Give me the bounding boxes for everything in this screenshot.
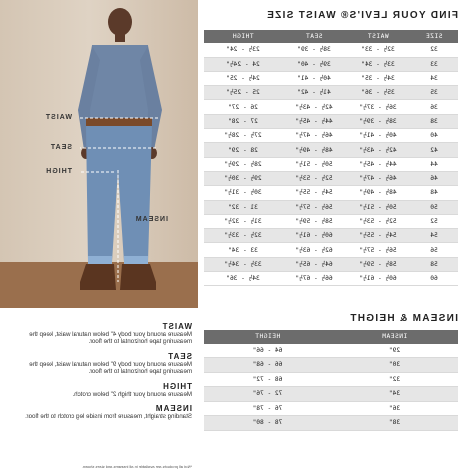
table-cell: 52½ - 53½" [282,171,346,185]
waist-size-table [204,30,458,286]
thigh-label: THIGH [45,168,72,175]
seat-label: SEAT [49,144,72,151]
table-cell: 34½ - 36" [204,272,282,286]
table-cell: 48 [410,186,458,200]
table-cell: 76 - 78" [204,401,331,416]
legend-description: Standing straight, measure from inside leg crotch to the floor. [25,413,192,421]
table-cell: 60 [410,272,458,286]
table-cell: 32½ - 33½" [204,229,282,243]
inseam-label: INSEAM [134,216,168,223]
legend-term: WAIST [161,322,192,331]
table-cell: 33 - 34" [204,243,282,257]
column-header: INSEAM [331,330,458,344]
table-cell: 50 [410,200,458,214]
table-cell: 27 - 28" [204,114,282,128]
table-cell: 40 [410,129,458,143]
table-cell: 58 [410,257,458,271]
legend-term: INSEAM [154,404,192,414]
table-cell: 54 [410,229,458,243]
table-cell: 54½ - 55½" [346,229,410,243]
table-cell: 52½ - 53½" [346,214,410,228]
table-row [204,272,458,286]
table-row [204,57,458,71]
table-cell: 36" [331,401,458,416]
table-cell: 39½ - 40" [282,57,346,71]
boot [80,264,116,290]
table-row [204,257,458,271]
table-row [204,243,458,257]
inseam-chart-title: INSEAM & HEIGHT [349,313,458,324]
table-cell: 56½ - 57½" [346,243,410,257]
table-cell: 60½ - 61½" [282,229,346,243]
table-cell: 31 - 32" [204,200,282,214]
table-cell: 48½ - 49½" [346,186,410,200]
column-header: SEAT [282,30,346,43]
column-header: HEIGHT [204,330,331,344]
inseam-table-header [204,330,458,344]
table-cell: 38½ - 39" [282,43,346,57]
table-row [204,344,458,358]
table-cell: 34" [331,387,458,402]
table-cell: 33½ - 34" [346,57,410,71]
table-cell: 78 - 80" [204,416,331,431]
table-row [204,358,458,373]
table-cell: 25 - 25½" [204,86,282,100]
legend-term: SEAT [167,351,192,361]
table-row [204,416,458,431]
table-cell: 28½ - 29½" [204,157,282,171]
table-cell: 66½ - 67½" [282,272,346,286]
table-cell: 66 - 68" [204,358,331,373]
table-row [204,43,458,57]
table-cell: 38" [331,416,458,431]
boot [120,264,156,290]
table-row [204,143,458,157]
model-figure [0,0,198,308]
table-cell: 32 [410,43,458,57]
table-cell: 58½ - 59½" [346,257,410,271]
legend-item-seat [6,352,192,376]
table-cell: 36 [410,100,458,114]
waist-chart-title: FIND YOUR LEVI'S® WAIST SIZE [265,10,458,21]
table-row [204,86,458,100]
table-row [204,129,458,143]
table-cell: 24½ - 25" [204,71,282,85]
waist-table-header [204,30,458,43]
table-cell: 52 [410,214,458,228]
table-row [204,186,458,200]
table-cell: 41½ - 42" [282,86,346,100]
footnote: *Not all products are available in all inseams and sizes shown. [81,464,192,469]
model-photo [0,0,198,308]
table-cell: 48½ - 49½" [282,143,346,157]
model-head [108,8,132,36]
table-cell: 54½ - 55½" [282,186,346,200]
table-cell: 42 [410,143,458,157]
table-cell: 34 [410,71,458,85]
table-cell: 44½ - 45½" [282,114,346,128]
table-cell: 31½ - 32½" [204,214,282,228]
table-cell: 24 - 24½" [204,57,282,71]
table-cell: 36½ - 37½" [346,100,410,114]
table-cell: 30" [331,358,458,373]
table-row [204,401,458,416]
legend-item-thigh [6,382,192,398]
table-row [204,200,458,214]
legend-description: Measure around your thigh 2" below crotch. [72,390,192,398]
legend-description: Measure around your body 4" below natural waist, keep the measuring tape horizontal to the floor. [29,331,192,346]
table-cell: 68 - 72" [204,372,331,387]
table-cell: 58½ - 59½" [282,214,346,228]
inseam-height-table [204,330,458,431]
table-cell: 42½ - 43½" [282,100,346,114]
table-cell: 29" [331,344,458,358]
waist-label: WAIST [44,114,72,121]
table-cell: 46 [410,171,458,185]
table-cell: 42½ - 43½" [346,143,410,157]
table-row [204,214,458,228]
table-row [204,229,458,243]
table-cell: 50½ - 51½" [346,200,410,214]
column-header: SIZE [410,30,458,43]
legend-description: Measure around your body 9" below natural waist, keep the measuring tape horizontal to the floor. [29,360,192,376]
legend-item-waist [6,322,192,346]
table-cell: 40½ - 41½" [346,129,410,143]
table-cell: 44½ - 45½" [346,157,410,171]
table-cell: 46½ - 47½" [346,171,410,185]
table-cell: 40½ - 41" [282,71,346,85]
table-cell: 27½ - 28½" [204,129,282,143]
column-header: THIGH [204,30,282,43]
table-row [204,171,458,185]
jeans [86,126,152,262]
table-cell: 35 [410,86,458,100]
table-cell: 72 - 76" [204,387,331,402]
legend-term: THIGH [162,381,192,391]
table-cell: 62½ - 63½" [282,243,346,257]
table-row [204,157,458,171]
table-row [204,71,458,85]
table-cell: 64½ - 65½" [282,257,346,271]
table-cell: 23½ - 24" [204,43,282,57]
table-cell: 44 [410,157,458,171]
legend-item-inseam [6,404,192,420]
table-cell: 33 [410,57,458,71]
table-cell: 38½ - 39½" [346,114,410,128]
table-row [204,114,458,128]
table-cell: 38 [410,114,458,128]
table-cell: 46½ - 47½" [282,129,346,143]
table-cell: 33½ - 34½" [204,257,282,271]
belt [86,118,152,126]
table-cell: 64 - 66" [204,344,331,358]
table-cell: 28 - 29" [204,143,282,157]
table-cell: 32" [331,372,458,387]
table-cell: 32½ - 33" [346,43,410,57]
table-row [204,372,458,387]
table-cell: 34½ - 35" [346,71,410,85]
table-cell: 60½ - 61½" [346,272,410,286]
table-cell: 26 - 27" [204,100,282,114]
table-cell: 56½ - 57½" [282,200,346,214]
table-row [204,387,458,402]
measurement-legend [6,322,192,426]
column-header: WAIST [346,30,410,43]
table-cell: 50½ - 51½" [282,157,346,171]
table-cell: 29½ - 30½" [204,171,282,185]
table-row [204,100,458,114]
table-cell: 30½ - 31½" [204,186,282,200]
table-cell: 56 [410,243,458,257]
table-cell: 35½ - 36" [346,86,410,100]
